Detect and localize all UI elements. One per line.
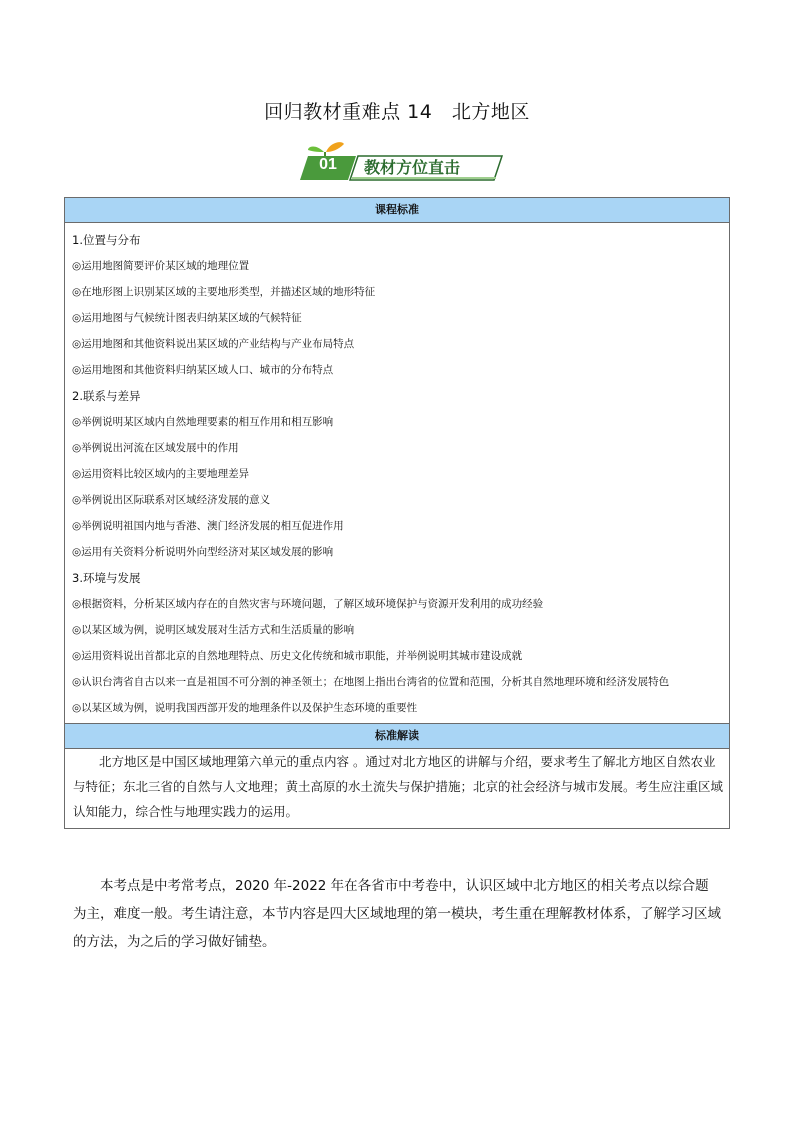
standards-item: ◎认识台湾省自古以来一直是祖国不可分割的神圣领土；在地图上指出台湾省的位置和范围，分析其自然地理环境和经济发展特色 (72, 676, 670, 688)
summary-paragraph: 本考点是中考常考点，2020 年-2022 年在各省市中考卷中，认识区域中北方地区的相关考点以综合题为主，难度一般。考生请注意，本节内容是四大区域地理的第一模块，考生重在理解教材体系，了解学习区域的方法，为之后的学习做好铺垫。 (73, 878, 721, 950)
standards-item: ◎举例说出区际联系对区域经济发展的意义 (72, 494, 271, 506)
standards-item: ◎举例说出河流在区域发展中的作用 (72, 442, 239, 454)
standards-item: ◎运用地图简要评价某区域的地理位置 (72, 260, 250, 272)
interpretation-header: 标准解读 (65, 723, 729, 749)
standards-item: ◎在地形图上识别某区域的主要地形类型，并描述区域的地形特征 (72, 286, 376, 298)
standards-section-heading: 2.联系与差异 (72, 389, 141, 403)
standards-item: ◎以某区域为例，说明区域发展对生活方式和生活质量的影响 (72, 624, 355, 636)
standards-section-heading: 1.位置与分布 (72, 233, 141, 247)
page-title: 回归教材重难点 14 北方地区 (264, 101, 530, 123)
standards-item: ◎根据资料，分析某区域内存在的自然灾害与环境问题，了解区域环境保护与资源开发利用的成功经验 (72, 598, 544, 610)
badge-label: 教材方位直击 (364, 158, 461, 177)
standards-item: ◎以某区域为例，说明我国西部开发的地理条件以及保护生态环境的重要性 (72, 702, 418, 714)
standards-item: ◎运用地图和其他资料归纳某区域人口、城市的分布特点 (72, 364, 334, 376)
interpretation-text: 北方地区是中国区域地理第六单元的重点内容 。通过对北方地区的讲解与介绍，要求考生了解北方地区自然农业与特征；东北三省的自然与人文地理；黄土高原的水土流失与保护措施；北京的社会经济与城市发展。考生应注重区域认知能力，综合性与地理实践力的运用。 (73, 754, 724, 819)
section-badge (300, 140, 504, 182)
standards-list (65, 223, 729, 723)
standards-item: ◎运用资料比较区域内的主要地理差异 (72, 468, 250, 480)
badge-number: 01 (319, 156, 337, 173)
standards-item: ◎运用地图与气候统计图表归纳某区域的气候特征 (72, 312, 302, 324)
standards-item: ◎运用资料说出首都北京的自然地理特点、历史文化传统和城市职能，并举例说明其城市建设成就 (72, 650, 523, 662)
standards-item: ◎举例说明祖国内地与香港、澳门经济发展的相互促进作用 (72, 520, 344, 532)
standards-item: ◎运用地图和其他资料说出某区域的产业结构与产业布局特点 (72, 338, 355, 350)
standards-item: ◎运用有关资料分析说明外向型经济对某区域发展的影响 (72, 546, 334, 558)
standards-section-heading: 3.环境与发展 (72, 571, 141, 585)
standards-item: ◎举例说明某区域内自然地理要素的相互作用和相互影响 (72, 416, 334, 428)
standards-table (64, 197, 730, 829)
standards-header: 课程标准 (65, 198, 729, 223)
